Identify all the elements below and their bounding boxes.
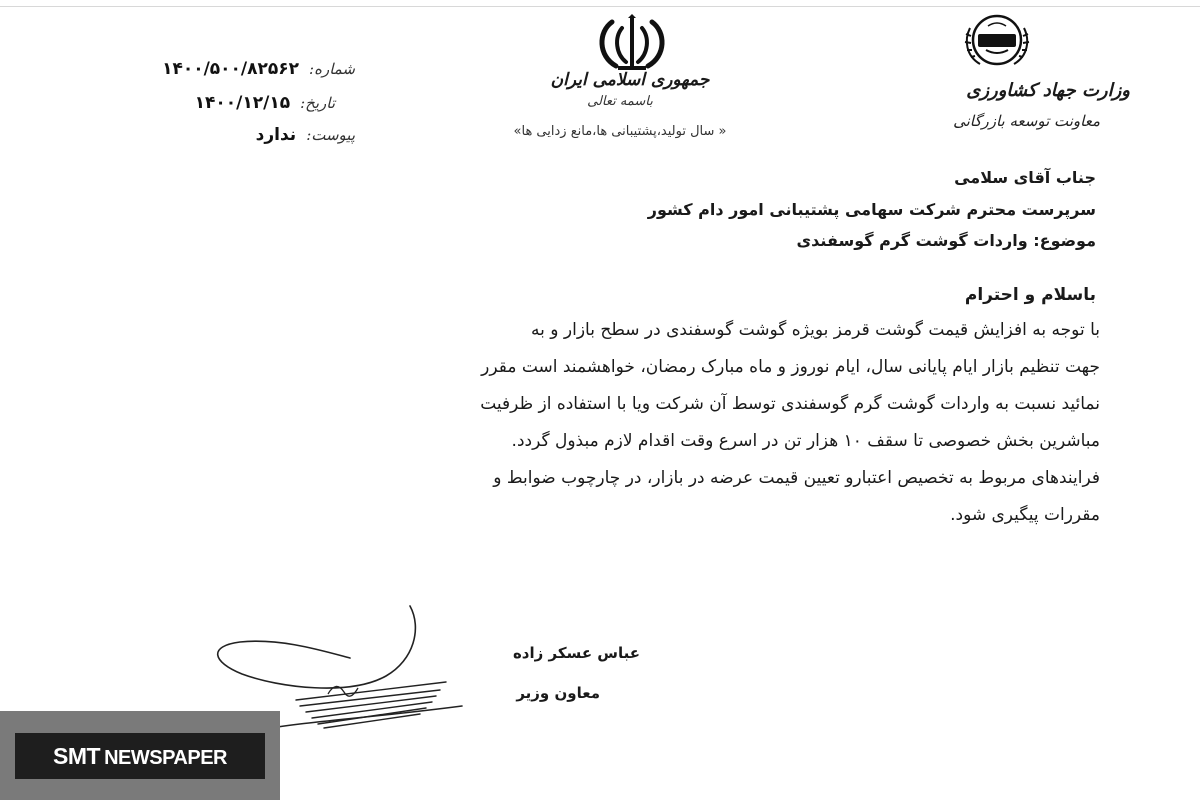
letter-number-row xyxy=(95,54,355,84)
ministry-block xyxy=(900,10,1130,140)
watermark-text xyxy=(53,743,227,770)
watermark-part-smt: SMT xyxy=(53,742,101,769)
body-line: مقررات پیگیری شود. xyxy=(950,505,1100,525)
body-line: با توجه به افزایش قیمت گوشت قرمز بویژه گوشت گوسفندی در سطح بازار و به xyxy=(531,320,1100,340)
letter-date-row xyxy=(75,88,335,118)
republic-name: جمهوری اسلامی ایران xyxy=(550,70,710,90)
year-motto: « سال تولید،پشتیبانی ها،مانع زدایی ها» xyxy=(513,124,727,139)
addressee-position: سرپرست محترم شرکت سهامی پشتیبانی امور دام کشور xyxy=(647,200,1096,219)
smt-newspaper-watermark xyxy=(0,711,280,800)
letter-attachment-value: ندارد xyxy=(255,125,297,145)
top-border-line xyxy=(0,6,1200,7)
addressee-name: جناب آقای سلامی xyxy=(954,168,1096,187)
letter-body xyxy=(100,312,1100,534)
ministry-name: وزارت جهاد کشاورزی xyxy=(966,80,1130,101)
letter-attachment-label: پیوست: xyxy=(306,126,355,144)
letter-meta-block xyxy=(95,52,355,152)
watermark-part-newspaper: NEWSPAPER xyxy=(104,746,227,769)
watermark-label-box xyxy=(15,733,265,779)
republic-emblem-block xyxy=(520,10,740,140)
addressee-block xyxy=(396,162,1096,226)
letter-number-value: ۱۴۰۰/۵۰۰/۸۲۵۶۲ xyxy=(162,59,300,79)
body-line: فرایندهای مربوط به تخصیص اعتبارو تعیین قیمت عرضه در بازار، در چارچوب ضوابط و xyxy=(493,468,1100,488)
subject-line xyxy=(396,226,1096,256)
iran-emblem-icon xyxy=(592,14,672,72)
signer-name: عباس عسکر زاده xyxy=(512,644,640,662)
letter-date-label: تاریخ: xyxy=(300,94,335,112)
signer-title: معاون وزیر xyxy=(516,684,600,702)
salutation: باسلام و احترام xyxy=(964,285,1096,305)
body-line: مباشرین بخش خصوصی تا سقف ۱۰ هزار تن در اسرع وقت اقدام لازم مبذول گردد. xyxy=(511,431,1100,451)
body-line: نمائید نسبت به واردات گوشت گرم گوسفندی توسط آن شرکت ویا با استفاده از ظرفیت xyxy=(480,394,1100,414)
bismihi-text: باسمه تعالی xyxy=(587,94,653,109)
letter-number-label: شماره: xyxy=(309,60,355,78)
letter-attachment-row xyxy=(95,120,355,150)
body-line: جهت تنظیم بازار ایام پایانی سال، ایام نوروز و ماه مبارک رمضان، خواهشمند است مقرر xyxy=(481,357,1100,377)
deputy-department: معاونت توسعه بازرگانی xyxy=(953,112,1100,130)
letter-date-value: ۱۴۰۰/۱۲/۱۵ xyxy=(194,93,291,113)
ministry-logo-icon xyxy=(956,12,1038,68)
subject-text: واردات گوشت گرم گوسفندی xyxy=(796,231,1028,250)
subject-label: موضوع: xyxy=(1033,231,1096,250)
